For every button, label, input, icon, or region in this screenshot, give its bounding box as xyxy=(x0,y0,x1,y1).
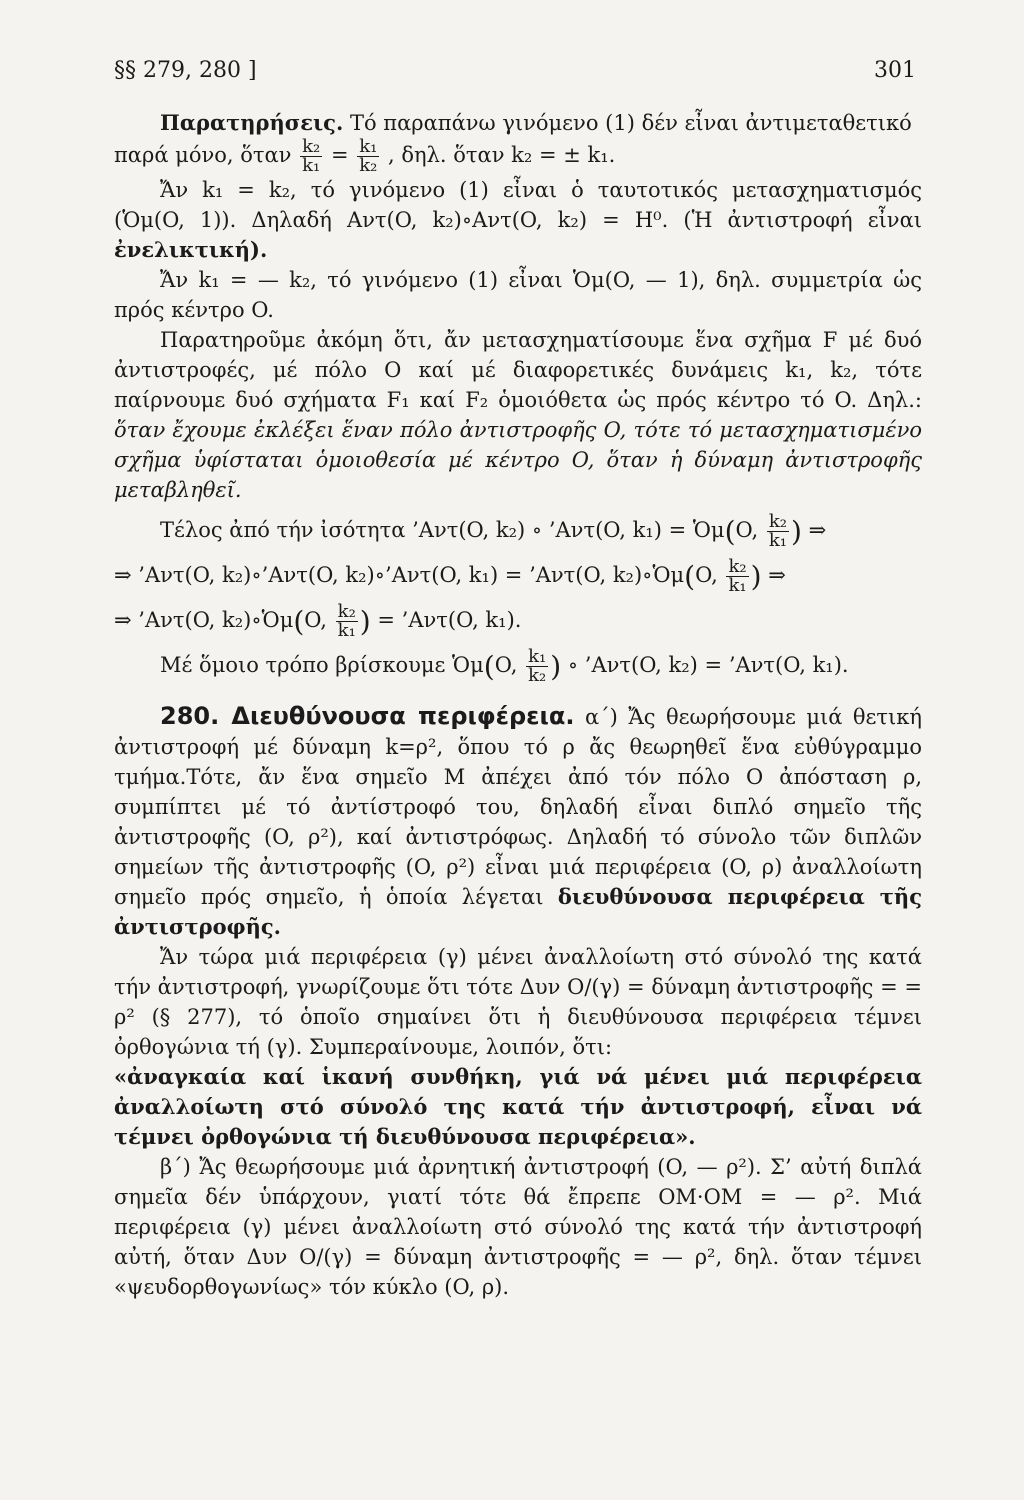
remarks-paragraph-3: Ἄν k₁ = — k₂, τό γινόμενο (1) εἶναι Ὁμ(O, — 1), δηλ. συμμετρία ὡς πρός κέντρο O. xyxy=(114,268,922,322)
fraction-k1-over-k2 xyxy=(357,138,379,175)
eq2-text: ⇒ ’Αντ(O, k₂)∘’Αντ(O, k₂)∘’Αντ(O, k₁) = ’Αντ(O, k₂)∘Ὁμ xyxy=(114,563,685,587)
eq1-O: O, xyxy=(735,518,759,542)
page-body xyxy=(114,108,922,1302)
eq2-O: O, xyxy=(695,563,718,587)
equation-1: Τέλος ἀπό τήν ἰσότητα ’Αντ(O, k₂) ∘ ’Αντ(O, k₁) = Ὁμ(O, $\frac{\text{k₂}}{\text{k₁}}$ ) ⇒ xyxy=(160,511,827,551)
running-header xyxy=(114,58,916,92)
condition-tail: , δηλ. ὅταν k₂ = ± k₁. xyxy=(388,143,616,167)
page-number: 301 xyxy=(874,58,916,83)
numerator: k₁ xyxy=(359,136,378,157)
eq3-text: ⇒ ’Αντ(O, k₂)∘Ὁμ xyxy=(114,608,294,632)
equation-3: ⇒ ’Αντ(O, k₂)∘Ὁμ(O, $\frac{\text{k₂}}{\text{k₁}}$ ) = ’Αντ(O, k₁). xyxy=(114,601,522,641)
equation-4: Μέ ὅμοιο τρόπο βρίσκουμε Ὁμ(O, $\frac{\text{k₁}}{\text{k₂}}$ ) ∘ ’Αντ(O, k₂) = ’Αντ(O, k₁). xyxy=(160,646,849,686)
section-280-bold-a: διευθύνουσα περιφέρεια τῆς ἀντιστροφῆς. xyxy=(114,884,922,939)
eq3-O: O, xyxy=(304,608,327,632)
numerator: k₂ xyxy=(302,136,321,157)
remarks-text-4: Παρατηροῦμε ἀκόμη ὅτι, ἄν μετασχηματίσουμε ἕνα σχῆμα F μέ δυό ἀντιστροφές, μέ πόλο O καί μέ διαφορετικές δυνάμεις k₁, k₂, τότε παίρνουμε δυό σχήματα F₁ καί F₂ ὁμοιόθετα ὡς πρός κέντρο τό O. Δηλ.: xyxy=(114,328,922,412)
remarks-bold-2: ἐνελικτική). xyxy=(114,237,268,262)
numerator: k₁ xyxy=(528,646,547,667)
remarks-italic-4: ὅταν ἔχουμε ἐκλέξει ἕναν πόλο ἀντιστροφῆς O, τότε τό μετασχηματισμένο σχῆμα ὑφίσταται ὁμοιοθεσία μέ κέντρο O, ὅταν ἡ δύναμη ἀντιστροφῆς μεταβληθεῖ. xyxy=(114,418,922,502)
eq4-O: O, xyxy=(494,653,518,677)
fraction-k2-over-k1 xyxy=(300,138,322,175)
remarks-paragraph-1 xyxy=(114,108,922,138)
equation-2: ⇒ ’Αντ(O, k₂)∘’Αντ(O, k₂)∘’Αντ(O, k₁) = ’Αντ(O, k₂)∘Ὁμ(O, $\frac{\text{k₂}}{\text{k₁}}$ ) ⇒ xyxy=(114,556,786,596)
remarks-paragraph-4 xyxy=(114,325,922,505)
section-280-text-a: α΄) Ἄς θεωρήσουμε μιά θετική ἀντιστροφή μέ δύναμη k=ρ², ὅπου τό ρ ἄς θεωρηθεῖ ἕνα εὐθύγραμμο τμήμα.Τότε, ἄν ἕνα σημεῖο M ἀπέχει ἀπό τόν πόλο O ἀπόσταση ρ, συμπίπτει μέ τό ἀντίστροφό του, δηλαδή εἶναι διπλό σημεῖο τῆς ἀντιστροφῆς (O, ρ²), καί ἀντιστρόφως. Δηλαδή τό σύνολο τῶν διπλῶν σημείων τῆς ἀντιστροφῆς (O, ρ²) εἶναι μιά περιφέρεια (O, ρ) ἀναλλοίωτη σημεῖο πρός σημεῖο, ἡ ὁποία λέγεται xyxy=(114,705,922,909)
remarks-condition-line: παρά μόνο, ὅταν $\frac{\text{k₂}}{\text{k₁}}$ = $\frac{\text{k₁}}{\text{k₂}}$ , δηλ. ὅταν k₂ = ± k₁. xyxy=(114,136,616,176)
remarks-text-2: Ἄν k₁ = k₂, τό γινόμενο (1) εἶναι ὁ ταυτοτικός μετασχηματισμός (Ὁμ(O, 1)). Δηλαδή Αντ(O, k₂)∘Αντ(O, k₂) = H⁰. (Ἡ ἀντιστροφή εἶναι xyxy=(114,178,922,232)
section-280-paragraph-a xyxy=(114,701,922,942)
denominator: k₁ xyxy=(302,155,321,176)
condition-lead: παρά μόνο, ὅταν xyxy=(114,143,292,167)
section-280-theorem: «ἀναγκαία καί ἱκανή συνθήκη, γιά νά μένει μιά περιφέρεια ἀναλλοίωτη στό σύνολό της κατά τήν ἀντιστροφή, εἶναι νά τέμνει ὀρθογώνια τή διευθύνουσα περιφέρεια». xyxy=(114,1064,922,1149)
section-reference: §§ 279, 280 ] xyxy=(114,58,257,83)
denominator: k₁ xyxy=(768,530,787,551)
denominator: k₂ xyxy=(359,155,378,176)
numerator: k₂ xyxy=(768,511,787,532)
eq4-tail: ∘ ’Αντ(O, k₂) = ’Αντ(O, k₁). xyxy=(567,653,849,677)
denominator: k₂ xyxy=(528,665,547,686)
eq1-text: Τέλος ἀπό τήν ἰσότητα ’Αντ(O, k₂) ∘ ’Αντ(O, k₁) = Ὁμ xyxy=(160,518,725,542)
section-280-paragraph-d: β΄) Ἄς θεωρήσουμε μιά ἀρνητική ἀντιστροφή (O, — ρ²). Σ’ αὐτή διπλά σημεῖα δέν ὑπάρχουν, γιατί τότε θά ἔπρεπε OM·OM = — ρ². Μιά περιφέρεια (γ) μένει ἀναλλοίωτη στό σύνολό της κατά τήν ἀντιστροφή αὐτή, ὅταν Δυν O/(γ) = δύναμη ἀντιστροφῆς = — ρ², δηλ. ὅταν τέμνει «ψευδορθογωνίως» τόν κύκλο (O, ρ). xyxy=(114,1155,922,1299)
eq3-fraction xyxy=(336,603,358,640)
remarks-heading: Παρατηρήσεις. xyxy=(160,110,344,135)
eq2-fraction xyxy=(726,558,748,595)
remarks-text-1: Τό παραπάνω γινόμενο (1) δέν εἶναι ἀντιμεταθετικό xyxy=(349,111,912,135)
section-280-title: 280. Διευθύνουσα περιφέρεια. xyxy=(160,702,575,730)
numerator: k₂ xyxy=(337,601,356,622)
denominator: k₁ xyxy=(337,620,356,641)
eq4-fraction xyxy=(526,648,548,685)
remarks-paragraph-2 xyxy=(114,175,922,265)
eq3-tail: = ’Αντ(O, k₁). xyxy=(377,608,522,632)
eq1-fraction xyxy=(767,513,789,550)
eq4-text: Μέ ὅμοιο τρόπο βρίσκουμε Ὁμ xyxy=(160,653,484,677)
numerator: k₂ xyxy=(728,556,747,577)
denominator: k₁ xyxy=(728,575,747,596)
section-280-paragraph-b: Ἄν τώρα μιά περιφέρεια (γ) μένει ἀναλλοίωτη στό σύνολό της κατά τήν ἀντιστροφή, γνωρίζουμε ὅτι τότε Δυν O/(γ) = δύναμη ἀντιστροφῆς = = ρ² (§ 277), τό ὁποῖο σημαίνει ὅτι ἡ διευθύνουσα περιφέρεια τέμνει ὀρθογώνια τή (γ). Συμπεραίνουμε, λοιπόν, ὅτι: xyxy=(114,945,922,1059)
